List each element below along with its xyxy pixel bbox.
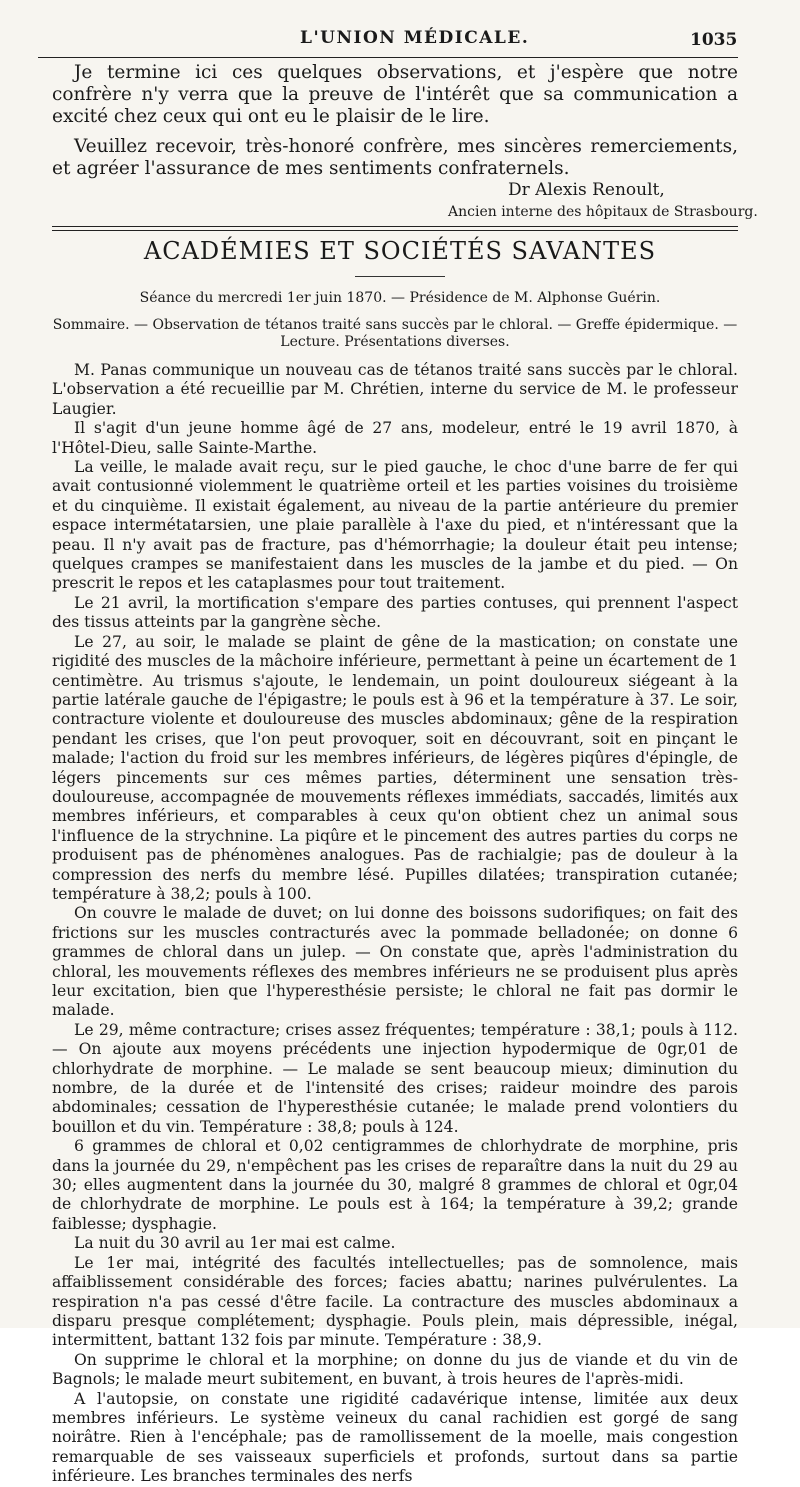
body-paragraph: Le 29, même contracture; crises assez fréquentes; température : 38,1; pouls à 112. — On ajoute aux moyens précédents une injection hypodermique de 0gr,01 de chlorhydrate de morphine. — Le malade se sent beaucoup mieux; diminution du nombre, de la durée et de l'intensité des crises; raideur moindre des parois abdominales; cessation de l'hyperesthésie cutanée; le malade prend volontiers du bouillon et du vin. Température : 38,8; pouls à 124. xyxy=(52,1020,738,1136)
signature-role: Ancien interne des hôpitaux de Strasbourg. xyxy=(448,204,758,220)
body-paragraph: Le 1er mai, intégrité des facultés intellectuelles; pas de somnolence, mais affaiblissement considérable des forces; facies abattu; narines pulvérulentes. La respiration n'a pas cessé d'être facile. La contracture des muscles abdominaux a disparu presque complétement; dysphagie. Pouls plein, mais dépressible, inégal, intermittent, battant 132 fois par minute. Température : 38,9. xyxy=(52,1253,738,1350)
body-paragraph: A l'autopsie, on constate une rigidité cadavérique intense, limitée aux deux membres inférieurs. Le système veineux du canal rachidien est gorgé de sang noirâtre. Rien à l'encéphale; pas de ramollissement de la moelle, mais congestion remarquable de ses vaisseaux superficiels et profonds, surtout dans sa partie inférieure. Les branches terminales des nerfs xyxy=(52,1389,738,1486)
sommaire: Sommaire. — Observation de tétanos traité sans succès par le chloral. — Greffe épidermique. — Lecture. Présentations diverses. xyxy=(52,317,738,350)
body-paragraph: Le 21 avril, la mortification s'empare des parties contuses, qui prennent l'aspect des tissus atteints par la gangrène sèche. xyxy=(52,593,738,632)
section-rule xyxy=(52,230,738,231)
body-paragraph: 6 grammes de chloral et 0,02 centigrammes de chlorhydrate de morphine, pris dans la journée du 29, n'empêchent pas les crises de reparaître dans la nuit du 29 au 30; elles augmentent dans la journée du 30, malgré 8 grammes de chloral et 0gr,04 de chlorhydrate de morphine. Le pouls est à 164; la température à 39,2; grande faiblesse; dysphagie. xyxy=(52,1137,738,1233)
section-rule xyxy=(52,226,738,227)
body-paragraph: M. Panas communique un nouveau cas de tétanos traité sans succès par le chloral. L'observation a été recueillie par M. Chrétien, interne du service de M. le professeur Laugier. xyxy=(52,361,738,418)
letter-paragraph: Je termine ici ces quelques observations, et j'espère que notre confrère n'y verra que la preuve de l'intérêt que sa communication a excité chez ceux qui ont eu le plaisir de le lire. xyxy=(52,62,738,127)
body-paragraph: La nuit du 30 avril au 1er mai est calme. xyxy=(74,1234,396,1253)
section-title: ACADÉMIES ET SOCIÉTÉS SAVANTES xyxy=(143,237,657,265)
page-number: 1035 xyxy=(690,30,738,50)
body-paragraph: Le 27, au soir, le malade se plaint de gêne de la mastication; on constate une rigidité des muscles de la mâchoire inférieure, permettant à peine un écartement de 1 centimètre. Au trismus s'ajoute, le lendemain, un point douloureux siégeant à la partie latérale gauche de l'épigastre; le pouls est à 96 et la température à 37. Le soir, contracture violente et douloureuse des muscles abdominaux; gêne de la respiration pendant les crises, que l'on peut provoquer, soit en découvrant, soit en pinçant le malade; l'action du froid sur les membres inférieurs, de légères piqûres d'épingle, de légers pincements sur ces mêmes parties, déterminent une sensation très-douloureuse, accompagnée de mouvements réflexes immédiats, saccadés, limités aux membres inférieurs, et comparables à ceux qu'on obtient chez un animal sous l'influence de la strychnine. La piqûre et le pincement des autres parties du corps ne produisent pas de phénomènes analogues. Pas de rachialgie; pas de douleur à la compression des nerfs du membre lésé. Pupilles dilatées; transpiration cutanée; température à 38,2; pouls à 100. xyxy=(52,632,738,903)
title-rule xyxy=(355,276,445,277)
letter-paragraph: Veuillez recevoir, très-honoré confrère, mes sincères remerciements, et agréer l'assurance de mes sentiments confraternels. xyxy=(52,136,738,179)
running-header: L'UNION MÉDICALE. xyxy=(300,28,530,48)
seance-line: Séance du mercredi 1er juin 1870. — Présidence de M. Alphonse Guérin. xyxy=(139,290,661,306)
body-paragraph: La veille, le malade avait reçu, sur le pied gauche, le choc d'une barre de fer qui avait contusionné violemment le quatrième orteil et les parties voisines du troisième et du cinquième. Il existait également, au niveau de la partie antérieure du premier espace intermétatarsien, une plaie parallèle à l'axe du pied, et n'intéressant que la peau. Il n'y avait pas de fracture, pas d'hémorrhagie; la douleur était peu intense; quelques crampes se manifestaient dans les muscles de la jambe et du pied. — On prescrit le repos et les cataplasmes pour tout traitement. xyxy=(52,458,738,593)
header-rule xyxy=(38,57,738,58)
letter-closing xyxy=(52,62,738,180)
body-paragraph: On supprime le chloral et la morphine; on donne du jus de viande et du vin de Bagnols; le malade meurt subitement, en buvant, à trois heures de l'après-midi. xyxy=(52,1350,738,1389)
signature: Dr Alexis Renoult, xyxy=(508,180,665,200)
article-body xyxy=(52,361,738,1487)
body-paragraph: Il s'agit d'un jeune homme âgé de 27 ans, modeleur, entré le 19 avril 1870, à l'Hôtel-Dieu, salle Sainte-Marthe. xyxy=(52,419,738,457)
body-paragraph: On couvre le malade de duvet; on lui donne des boissons sudorifiques; on fait des frictions sur les muscles contracturés avec la pommade belladonée; on donne 6 grammes de chloral dans un julep. — On constate que, après l'administration du chloral, les mouvements réflexes des membres inférieurs ne se produisent plus après leur excitation, bien que l'hyperesthésie persiste; le chloral ne fait pas dormir le malade. xyxy=(52,904,738,1020)
